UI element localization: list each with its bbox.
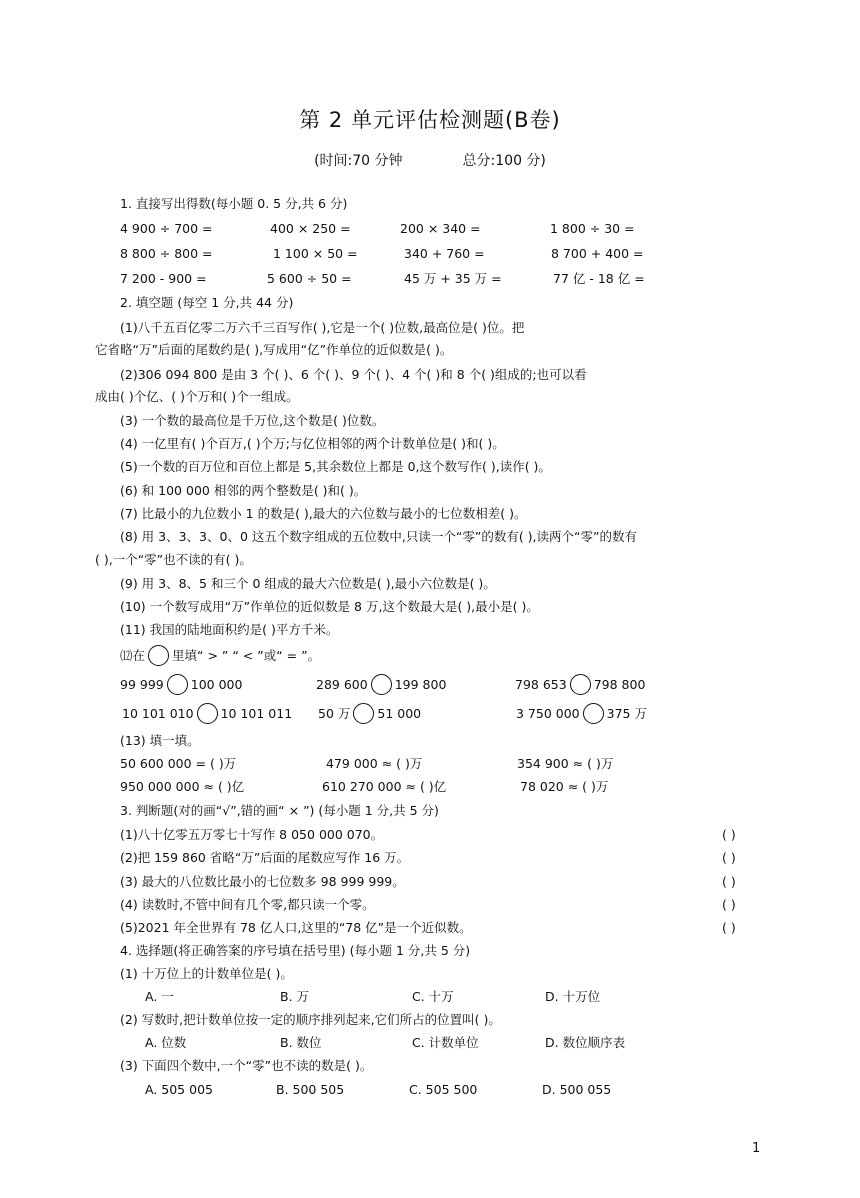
judge-item: (4) 读数时,不管中间有几个零,都只读一个零。 [120,897,375,912]
calc-item: 340 + 760 = [404,246,485,261]
fill-question: (13) 填一填。 [120,733,200,748]
page-title: 第 2 单元评估检测题(B卷) [299,108,561,132]
fill-question: ( ),一个“零”也不读的有( )。 [95,552,252,567]
choice-option[interactable]: A. 505 005 [145,1082,213,1097]
compare-circle[interactable] [570,674,591,695]
fill-item: 950 000 000 ≈ ( )亿 [120,779,245,794]
choice-option[interactable]: D. 十万位 [545,989,601,1004]
compare-circle[interactable] [148,645,169,666]
compare-circle[interactable] [583,703,604,724]
q12-prefix: ⑿在 [120,648,146,663]
choice-question: (3) 下面四个数中,一个“零”也不读的数是( )。 [120,1058,373,1073]
fill-question: (11) 我国的陆地面积约是( )平方千米。 [120,622,339,637]
fill-question: (5)一个数的百万位和百位上都是 5,其余数位上都是 0,这个数写作( ),读作( )。 [120,459,551,474]
section-4-heading: 4. 选择题(将正确答案的序号填在括号里) (每小题 1 分,共 5 分) [120,943,471,958]
calc-item: 77 亿 - 18 亿 = [553,271,645,286]
calc-item: 4 900 ÷ 700 = [120,221,213,236]
choice-option[interactable]: A. 一 [145,989,174,1004]
choice-option[interactable]: C. 505 500 [409,1082,478,1097]
judge-item: (2)把 159 860 省略“万”后面的尾数应写作 16 万。 [120,850,410,865]
time-limit: (时间:70 分钟 [314,153,403,169]
calc-item: 1 100 × 50 = [273,246,358,261]
fill-question: 成由( )个亿、( )个万和( )个一组成。 [95,389,299,404]
compare-circle[interactable] [167,674,188,695]
calc-item: 45 万 + 35 万 = [404,271,502,286]
answer-paren[interactable]: ( ) [722,850,736,865]
choice-question: (2) 写数时,把计数单位按一定的顺序排列起来,它们所占的位置叫( )。 [120,1012,501,1027]
fill-item: 78 020 ≈ ( )万 [520,779,609,794]
calc-item: 7 200 - 900 = [120,271,207,286]
fill-item: 610 270 000 ≈ ( )亿 [322,779,447,794]
calc-item: 1 800 ÷ 30 = [550,221,635,236]
fill-question: 它省略“万”后面的尾数约是( ),写成用“亿”作单位的近似数是( )。 [95,342,453,357]
q12-suffix: 里填“ > ” “ < ”或“ = ”。 [172,648,321,663]
fill-question [120,646,320,667]
calc-item: 8 800 ÷ 800 = [120,246,213,261]
choice-option[interactable]: B. 数位 [280,1035,322,1050]
choice-question: (1) 十万位上的计数单位是( )。 [120,966,293,981]
section-2-heading: 2. 填空题 (每空 1 分,共 44 分) [120,295,294,310]
fill-question: (8) 用 3、3、3、0、0 这五个数字组成的五位数中,只读一个“零”的数有( ),读两个“零”的数有 [120,529,637,544]
compare-item: 50 万 51 000 [318,704,421,725]
calc-item: 200 × 340 = [400,221,481,236]
fill-item: 50 600 000 = ( )万 [120,756,237,771]
page-number: 1 [752,1141,761,1156]
fill-item: 479 000 ≈ ( )万 [326,756,423,771]
section-3-heading: 3. 判断题(对的画“√”,错的画“ × ”) (每小题 1 分,共 5 分) [120,803,439,818]
choice-option[interactable]: C. 计数单位 [412,1035,479,1050]
fill-question: (1)八千五百亿零二万六千三百写作( ),它是一个( )位数,最高位是( )位。把 [120,320,525,335]
judge-item: (3) 最大的八位数比最小的七位数多 98 999 999。 [120,874,405,889]
answer-paren[interactable]: ( ) [722,874,736,889]
compare-item: 10 101 010 10 101 011 [122,704,292,725]
fill-question: (6) 和 100 000 相邻的两个整数是( )和( )。 [120,483,367,498]
compare-circle[interactable] [371,674,392,695]
choice-option[interactable]: A. 位数 [145,1035,187,1050]
answer-paren[interactable]: ( ) [722,897,736,912]
answer-paren[interactable]: ( ) [722,827,736,842]
fill-question: (10) 一个数写成用“万”作单位的近似数是 8 万,这个数最大是( ),最小是( )。 [120,599,539,614]
fill-question: (9) 用 3、8、5 和三个 0 组成的最大六位数是( ),最小六位数是( )。 [120,576,496,591]
compare-item: 289 600 199 800 [316,675,446,696]
compare-item: 798 653 798 800 [515,675,645,696]
choice-option[interactable]: D. 数位顺序表 [545,1035,626,1050]
fill-question: (4) 一亿里有( )个百万,( )个万;与亿位相邻的两个计数单位是( )和( )。 [120,436,505,451]
judge-item: (5)2021 年全世界有 78 亿人口,这里的“78 亿”是一个近似数。 [120,920,472,935]
compare-item: 99 999 100 000 [120,675,242,696]
total-score: 总分:100 分) [462,153,546,169]
exam-info [0,150,860,170]
choice-option[interactable]: B. 万 [280,989,310,1004]
judge-item: (1)八十亿零五万零七十写作 8 050 000 070。 [120,827,384,842]
calc-item: 400 × 250 = [270,221,351,236]
compare-circle[interactable] [353,703,374,724]
fill-question: (3) 一个数的最高位是千万位,这个数是( )位数。 [120,413,385,428]
fill-question: (2)306 094 800 是由 3 个( )、6 个( )、9 个( )、4 个( )和 8 个( )组成的;也可以看 [120,367,587,382]
choice-option[interactable]: C. 十万 [412,989,454,1004]
fill-question: (7) 比最小的九位数小 1 的数是( ),最大的六位数与最小的七位数相差( )。 [120,506,527,521]
fill-item: 354 900 ≈ ( )万 [517,756,614,771]
choice-option[interactable]: D. 500 055 [542,1082,612,1097]
compare-item: 3 750 000 375 万 [516,704,647,725]
calc-item: 8 700 + 400 = [551,246,644,261]
calc-item: 5 600 ÷ 50 = [267,271,352,286]
section-1-heading: 1. 直接写出得数(每小题 0. 5 分,共 6 分) [120,196,348,211]
choice-option[interactable]: B. 500 505 [276,1082,345,1097]
answer-paren[interactable]: ( ) [722,920,736,935]
compare-circle[interactable] [197,703,218,724]
